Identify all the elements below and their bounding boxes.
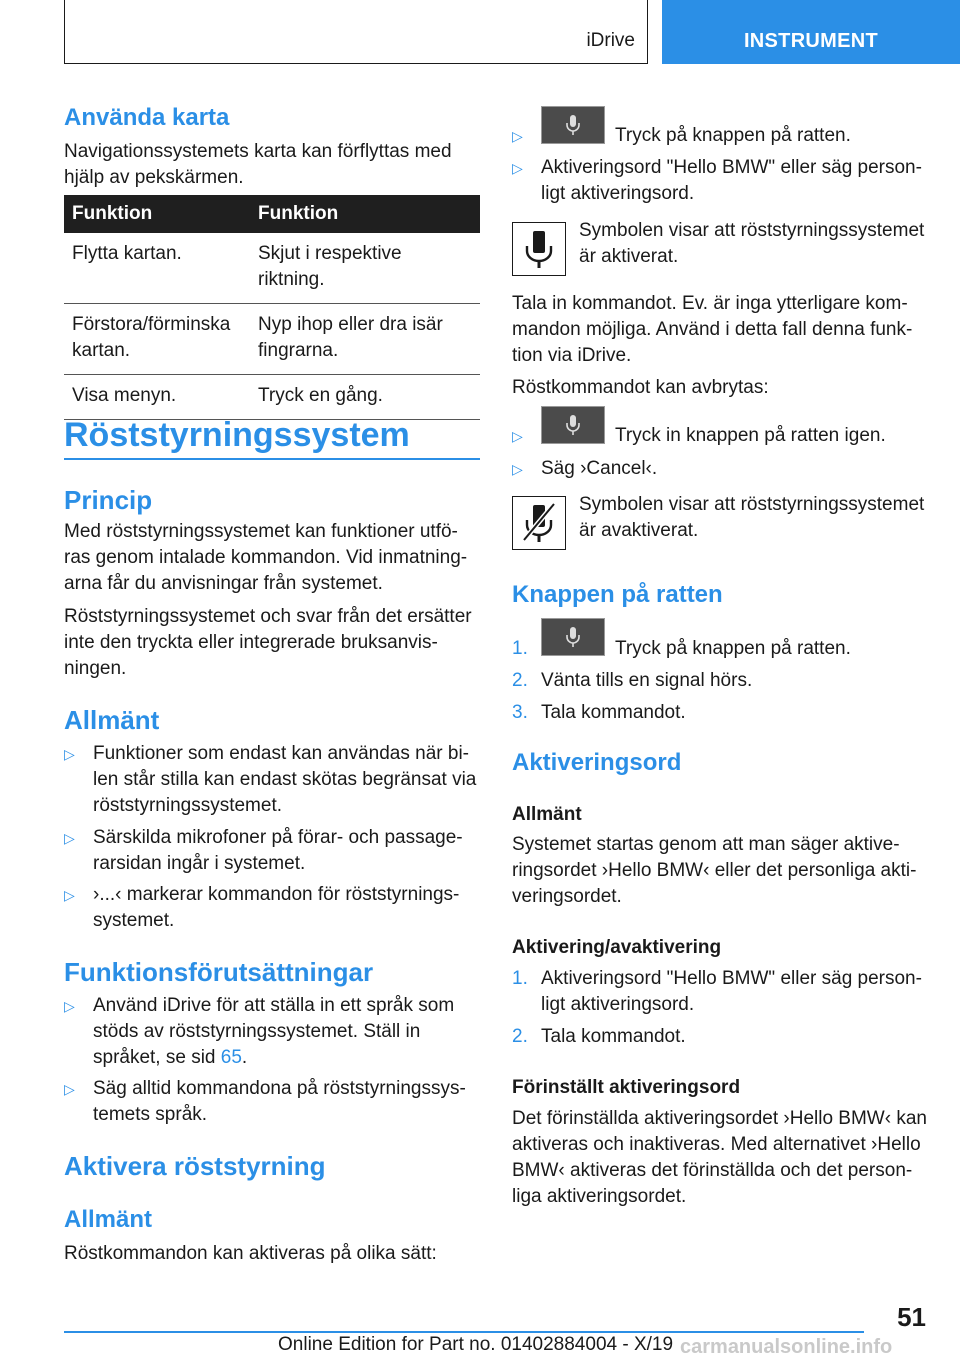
page-link[interactable]: 65 [220,1047,242,1068]
microphone-icon [564,413,582,437]
header-chapter: INSTRUMENT [743,30,879,52]
aktivera-title: Aktivera röststyrning [64,1151,326,1181]
triangle-bullet-icon: ▷ [512,461,523,477]
akt-step1-2: ligt aktiveringsord. [541,994,695,1015]
princip-p1-2: ras genom intalade kommandon. Vid inmatning- [64,547,468,568]
triangle-bullet-icon: ▷ [64,1081,75,1097]
table-cell: Tryck en gång. [250,375,480,420]
say-cmd-3: tion via iDrive. [512,345,632,366]
triangle-bullet-icon: ▷ [64,887,75,903]
akt-step1-1: Aktiveringsord "Hello BMW" eller säg person- [541,968,922,989]
princip-title: Princip [64,485,153,515]
preset-title: Förinställt aktiveringsord [512,1077,741,1098]
table-cell: Flytta kartan. [64,233,250,304]
triangle-bullet-icon: ▷ [512,160,523,176]
table-cell: Förstora/förminska kartan. [64,304,250,375]
aktivera-text: Röstkommandon kan aktiveras på olika sätt: [64,1243,437,1264]
sym-inactive-2: är avaktiverat. [579,520,699,541]
preset-text-1: Det förinställda aktiveringsordet ›Hello BMW‹ kan [512,1108,927,1129]
list-item: ▷ Säg ›Cancel‹. [512,456,928,484]
list-item: ▷ Särskilda mikrofoner på förar- och passage- rarsidan ingår i systemet. [64,827,463,874]
list-item: ▷ Säg alltid kommandona på röststyrningssys- temets språk. [64,1078,466,1125]
table-cell: Nyp ihop eller dra isär fingrarna. [250,304,480,375]
princip-p1-3: arna får du anvisningar från systemet. [64,573,383,594]
preset-text-3: BMW‹ aktiveras det förinställda och det person- [512,1160,913,1181]
allmant-title: Allmänt [64,705,160,735]
footer-rule [64,1331,864,1333]
title-rule [64,458,480,460]
microphone-off-icon [512,496,566,550]
akt-allmant-title: Allmänt [512,804,582,825]
page-number: 51 [897,1302,926,1332]
aktivera-allmant-title: Allmänt [64,1206,153,1233]
map-function-table [64,195,480,420]
princip-p2-3: ningen. [64,658,127,679]
preset-text-4: liga aktiveringsordet. [512,1186,687,1207]
step-number: 2. [512,1026,528,1047]
microphone-icon [512,222,566,276]
princip-p2-2: inte den tryckta eller integrerade bruksanvis- [64,632,438,653]
header-left-box [64,0,648,64]
list-item: ▷ Aktiveringsord "Hello BMW" eller säg person- ligt aktiveringsord. [512,157,922,204]
step-number: 1. [512,638,528,659]
say-cmd-2: mandon möjliga. Använd i detta fall denna funk- [512,319,913,340]
voice-inactive-symbol [512,496,566,550]
triangle-bullet-icon: ▷ [64,998,75,1014]
table-cell: Skjut i respektive riktning. [250,233,480,304]
steering-voice-button-image [541,406,605,444]
step-text: Vänta tills en signal hörs. [541,670,753,691]
triangle-bullet-icon: ▷ [64,830,75,846]
watermark: carmanualsonline.info [680,1336,893,1358]
list-item: ▷ ›...‹ markerar kommandon för röststyrnings- systemet. [64,884,460,931]
triangle-bullet-icon: ▷ [64,746,75,762]
step-text: Tala kommandot. [541,702,686,723]
table-row [64,304,480,375]
princip-p1-1: Med röststyrningssystemet kan funktioner utfö- [64,521,458,542]
sym-inactive-1: Symbolen visar att röststyrningssystemet [579,494,925,515]
triangle-bullet-icon: ▷ [512,128,523,144]
table-header: Funktion [250,195,480,233]
list-item: ▷ Funktioner som endast kan användas när bi- len står stilla kan endast skötas begränsat via röststyrningssystemet. [64,743,477,816]
princip-p2-1: Röststyrningssystemet och svar från det ersätter [64,606,472,627]
microphone-icon [564,113,582,137]
table-row [64,233,480,304]
akt-sub-title: Aktivering/avaktivering [512,937,722,958]
header-chapter-tab [662,0,960,64]
forut-title: Funktionsförutsättningar [64,957,374,987]
list-item: ▷ Använd iDrive för att ställa in ett språk som stöds av röststyrningssystemet. Ställ in språket, se sid 65. [64,995,455,1068]
triangle-bullet-icon: ▷ [512,428,523,444]
akt-text-1: Systemet startas genom att man säger aktive- [512,834,900,855]
akt-title: Aktiveringsord [512,749,682,776]
step-number: 2. [512,670,528,691]
main-title: Röststyrningssystem [64,416,410,454]
step-text: Tryck på knappen på ratten. [615,638,851,659]
steering-voice-button-image [541,106,605,144]
table-cell: Visa menyn. [64,375,250,420]
step-number: 3. [512,702,528,723]
knappen-title: Knappen på ratten [512,581,723,608]
table-header: Funktion [64,195,250,233]
map-title: Använda karta [64,104,230,131]
say-cmd-1: Tala in kommandot. Ev. är inga ytterligare kom- [512,293,908,314]
akt-text-2: ringsordet ›Hello BMW‹ eller det personliga akti- [512,860,917,881]
steering-voice-button-image [541,618,605,656]
akt-step2: Tala kommandot. [541,1026,686,1047]
step-number: 1. [512,968,528,989]
header-section: iDrive [586,30,635,51]
edition-note: Online Edition for Part no. 01402884004 - X/19 [278,1334,674,1355]
press-button-text: Tryck på knappen på ratten. [615,125,851,146]
table-row [64,375,480,420]
microphone-icon [564,625,582,649]
map-intro-1: Navigationssystemets karta kan förflyttas med [64,141,452,162]
map-intro-2: hjälp av pekskärmen. [64,167,244,188]
press-again-text: Tryck in knappen på ratten igen. [615,425,886,446]
voice-active-symbol [512,222,566,276]
sym-active-2: är aktiverat. [579,246,679,267]
cancel-intro: Röstkommandot kan avbrytas: [512,377,769,398]
preset-text-2: aktiveras och inaktiveras. Med alternativet ›Hello [512,1134,921,1155]
akt-text-3: veringsordet. [512,886,622,907]
sym-active-1: Symbolen visar att röststyrningssystemet [579,220,925,241]
